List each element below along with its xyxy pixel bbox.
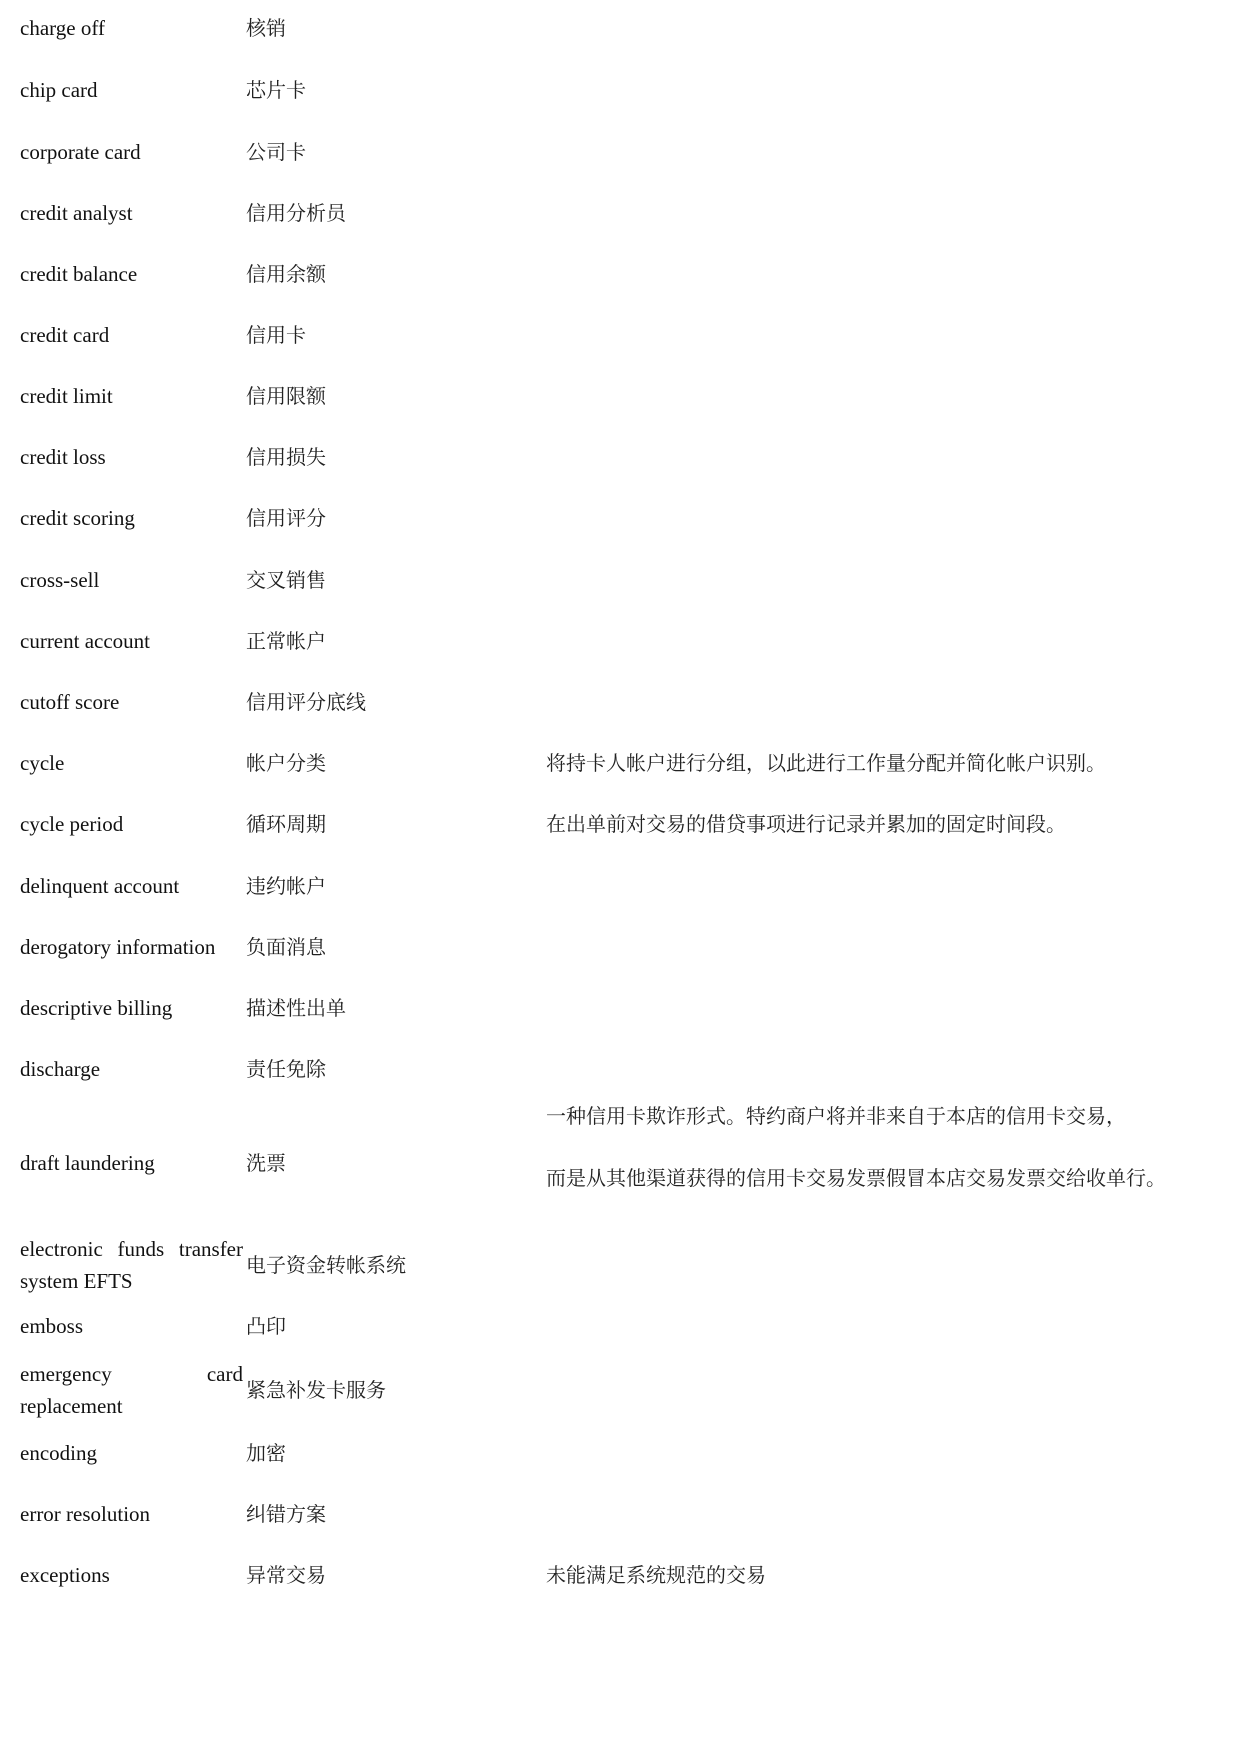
- entry-term: cycle period: [20, 812, 124, 836]
- entry-term: chip card: [20, 78, 98, 102]
- entry-translation: 紧急补发卡服务: [246, 1378, 386, 1402]
- entry-translation: 洗票: [246, 1151, 286, 1175]
- entry-definition: 未能满足系统规范的交易: [546, 1563, 766, 1587]
- entry-translation: 违约帐户: [246, 874, 326, 898]
- entry-definition: 一种信用卡欺诈形式。特约商户将并非来自于本店的信用卡交易，: [546, 1104, 1126, 1128]
- entry-term: draft laundering: [20, 1151, 155, 1175]
- entry-term: cutoff score: [20, 690, 120, 714]
- entry-term: electronic funds transfer system EFTS: [20, 1237, 243, 1293]
- entry-term: corporate card: [20, 140, 141, 164]
- entry-translation: 异常交易: [246, 1563, 326, 1587]
- entry-term: cycle: [20, 751, 65, 775]
- entry-translation: 循环周期: [246, 812, 326, 836]
- entry-term: credit limit: [20, 384, 113, 408]
- entry-translation: 正常帐户: [246, 629, 326, 653]
- entry-translation: 信用限额: [246, 384, 326, 408]
- entry-term: credit balance: [20, 262, 138, 286]
- entry-translation: 帐户分类: [246, 751, 326, 775]
- entry-translation: 凸印: [246, 1314, 286, 1338]
- entry-translation: 信用余额: [246, 262, 326, 286]
- entry-translation: 纠错方案: [246, 1502, 326, 1526]
- entry-translation: 信用评分: [246, 506, 326, 530]
- entry-term: delinquent account: [20, 874, 180, 898]
- entry-translation: 信用评分底线: [246, 690, 366, 714]
- entry-translation: 描述性出单: [246, 996, 346, 1020]
- entry-term: current account: [20, 629, 151, 653]
- entry-term: derogatory information: [20, 935, 216, 959]
- entry-term: error resolution: [20, 1502, 151, 1526]
- entry-term: cross-sell: [20, 568, 100, 592]
- entry-term: credit loss: [20, 445, 106, 469]
- entry-term: descriptive billing: [20, 996, 173, 1020]
- entry-term: credit analyst: [20, 201, 133, 225]
- entry-translation: 加密: [246, 1441, 286, 1465]
- entry-translation: 电子资金转帐系统: [246, 1253, 406, 1277]
- entry-definition: 在出单前对交易的借贷事项进行记录并累加的固定时间段。: [546, 812, 1066, 836]
- entry-translation: 公司卡: [246, 140, 306, 164]
- entry-translation: 交叉销售: [246, 568, 326, 592]
- entry-definition: 将持卡人帐户进行分组，以此进行工作量分配并简化帐户识别。: [546, 751, 1106, 775]
- entry-translation: 核销: [246, 16, 286, 40]
- entry-term: emboss: [20, 1314, 83, 1338]
- entry-translation: 芯片卡: [246, 78, 306, 102]
- entry-term: credit scoring: [20, 506, 135, 530]
- entry-term: emergency card replacement: [20, 1362, 243, 1418]
- entry-translation: 责任免除: [246, 1057, 326, 1081]
- entry-translation: 负面消息: [246, 935, 326, 959]
- entry-term: encoding: [20, 1441, 97, 1465]
- entry-term: charge off: [20, 16, 105, 40]
- entry-term: credit card: [20, 323, 110, 347]
- entry-definition-continued: 而是从其他渠道获得的信用卡交易发票假冒本店交易发票交给收单行。: [546, 1166, 1166, 1190]
- entry-term: exceptions: [20, 1563, 110, 1587]
- entry-term: discharge: [20, 1057, 101, 1081]
- entry-translation: 信用分析员: [246, 201, 346, 225]
- entry-translation: 信用卡: [246, 323, 306, 347]
- entry-translation: 信用损失: [246, 445, 326, 469]
